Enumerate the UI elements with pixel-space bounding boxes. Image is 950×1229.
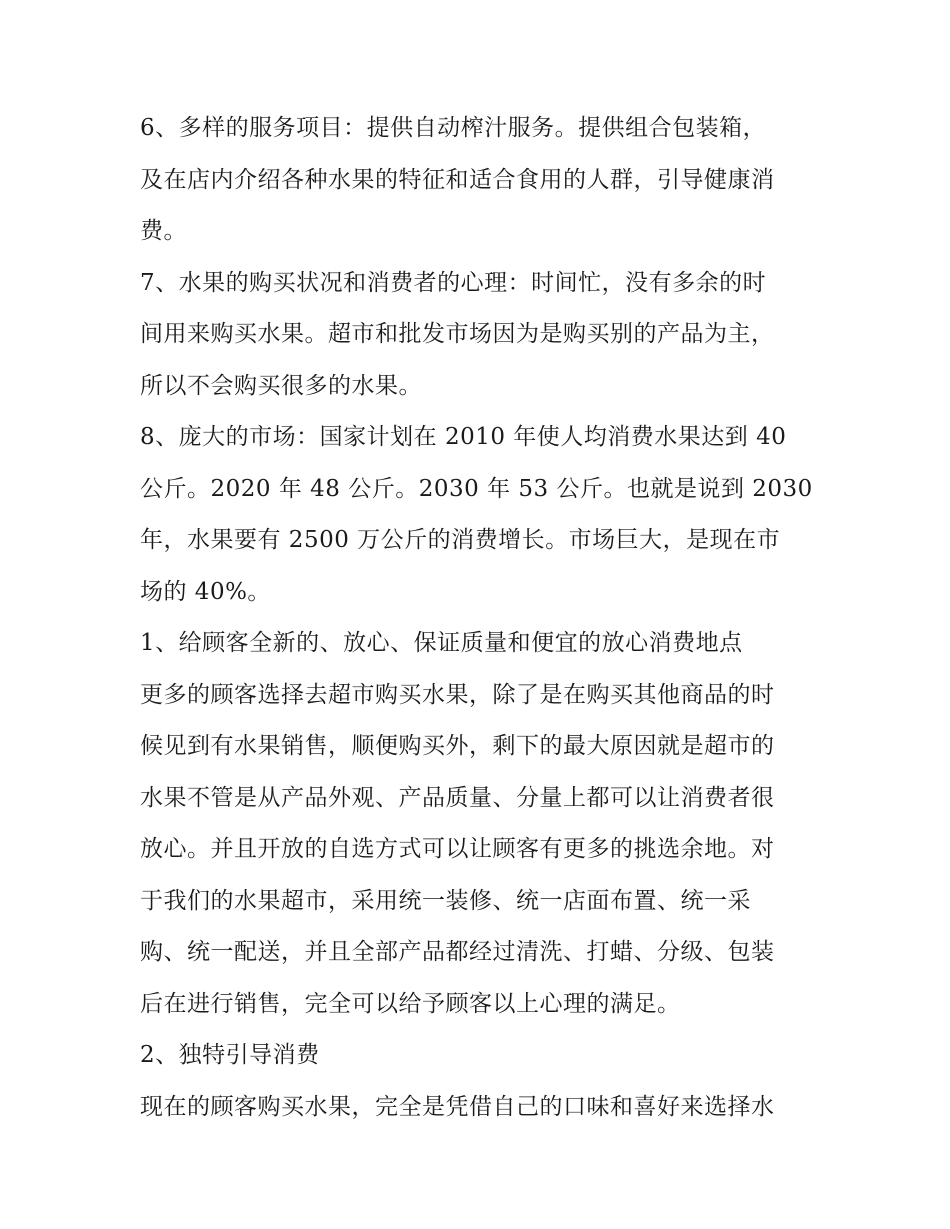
text-line: 6、多样的服务项目：提供自动榨汁服务。提供组合包装箱， (140, 115, 767, 141)
text-line: 现在的顾客购买水果，完全是凭借自己的口味和喜好来选择水 (140, 1093, 775, 1120)
paragraph-service-items (140, 103, 820, 258)
text-line: 8、庞大的市场：国家计划在 2010 年使人均消费水果达到 40 (140, 424, 787, 450)
text-line: 购、统一配送，并且全部产品都经过清洗、打蜡、分级、包装 (140, 939, 775, 965)
heading-guided-consumption (140, 1030, 820, 1082)
text-line: 所以不会购买很多的水果。 (140, 372, 422, 399)
text-line: 1、给顾客全新的、放心、保证质量和便宜的放心消费地点 (140, 630, 743, 656)
text-line: 场的 40%。 (140, 578, 271, 605)
paragraph-consumer-psychology (140, 258, 820, 413)
text-line: 2、独特引导消费 (140, 1042, 320, 1068)
paragraph-customer-taste (140, 1082, 820, 1134)
paragraph-supermarket-reasons (140, 670, 820, 1031)
text-line: 年，水果要有 2500 万公斤的消费增长。市场巨大，是现在市 (140, 527, 781, 553)
text-line: 公斤。2020 年 48 公斤。2030 年 53 公斤。也就是说到 2030 (140, 475, 813, 502)
text-line: 及在店内介绍各种水果的特征和适合食用的人群，引导健康消 (140, 166, 775, 193)
text-line: 水果不管是从产品外观、产品质量、分量上都可以让消费者很 (140, 784, 775, 811)
document-body (140, 103, 820, 1133)
text-line: 费。 (140, 218, 187, 244)
text-line: 7、水果的购买状况和消费者的心理：时间忙，没有多余的时 (140, 269, 767, 296)
text-line: 后在进行销售，完全可以给予顾客以上心理的满足。 (140, 990, 681, 1017)
text-line: 候见到有水果销售，顺便购买外，剩下的最大原因就是超市的 (140, 733, 775, 759)
text-line: 于我们的水果超市，采用统一装修、统一店面布置、统一采 (140, 887, 751, 914)
text-line: 间用来购买水果。超市和批发市场因为是购买别的产品为主， (140, 321, 775, 347)
text-line: 更多的顾客选择去超市购买水果，除了是在购买其他商品的时 (140, 681, 775, 708)
paragraph-market-size (140, 412, 820, 618)
heading-new-consumption-place (140, 618, 820, 670)
text-line: 放心。并且开放的自选方式可以让顾客有更多的挑选余地。对 (140, 836, 775, 862)
